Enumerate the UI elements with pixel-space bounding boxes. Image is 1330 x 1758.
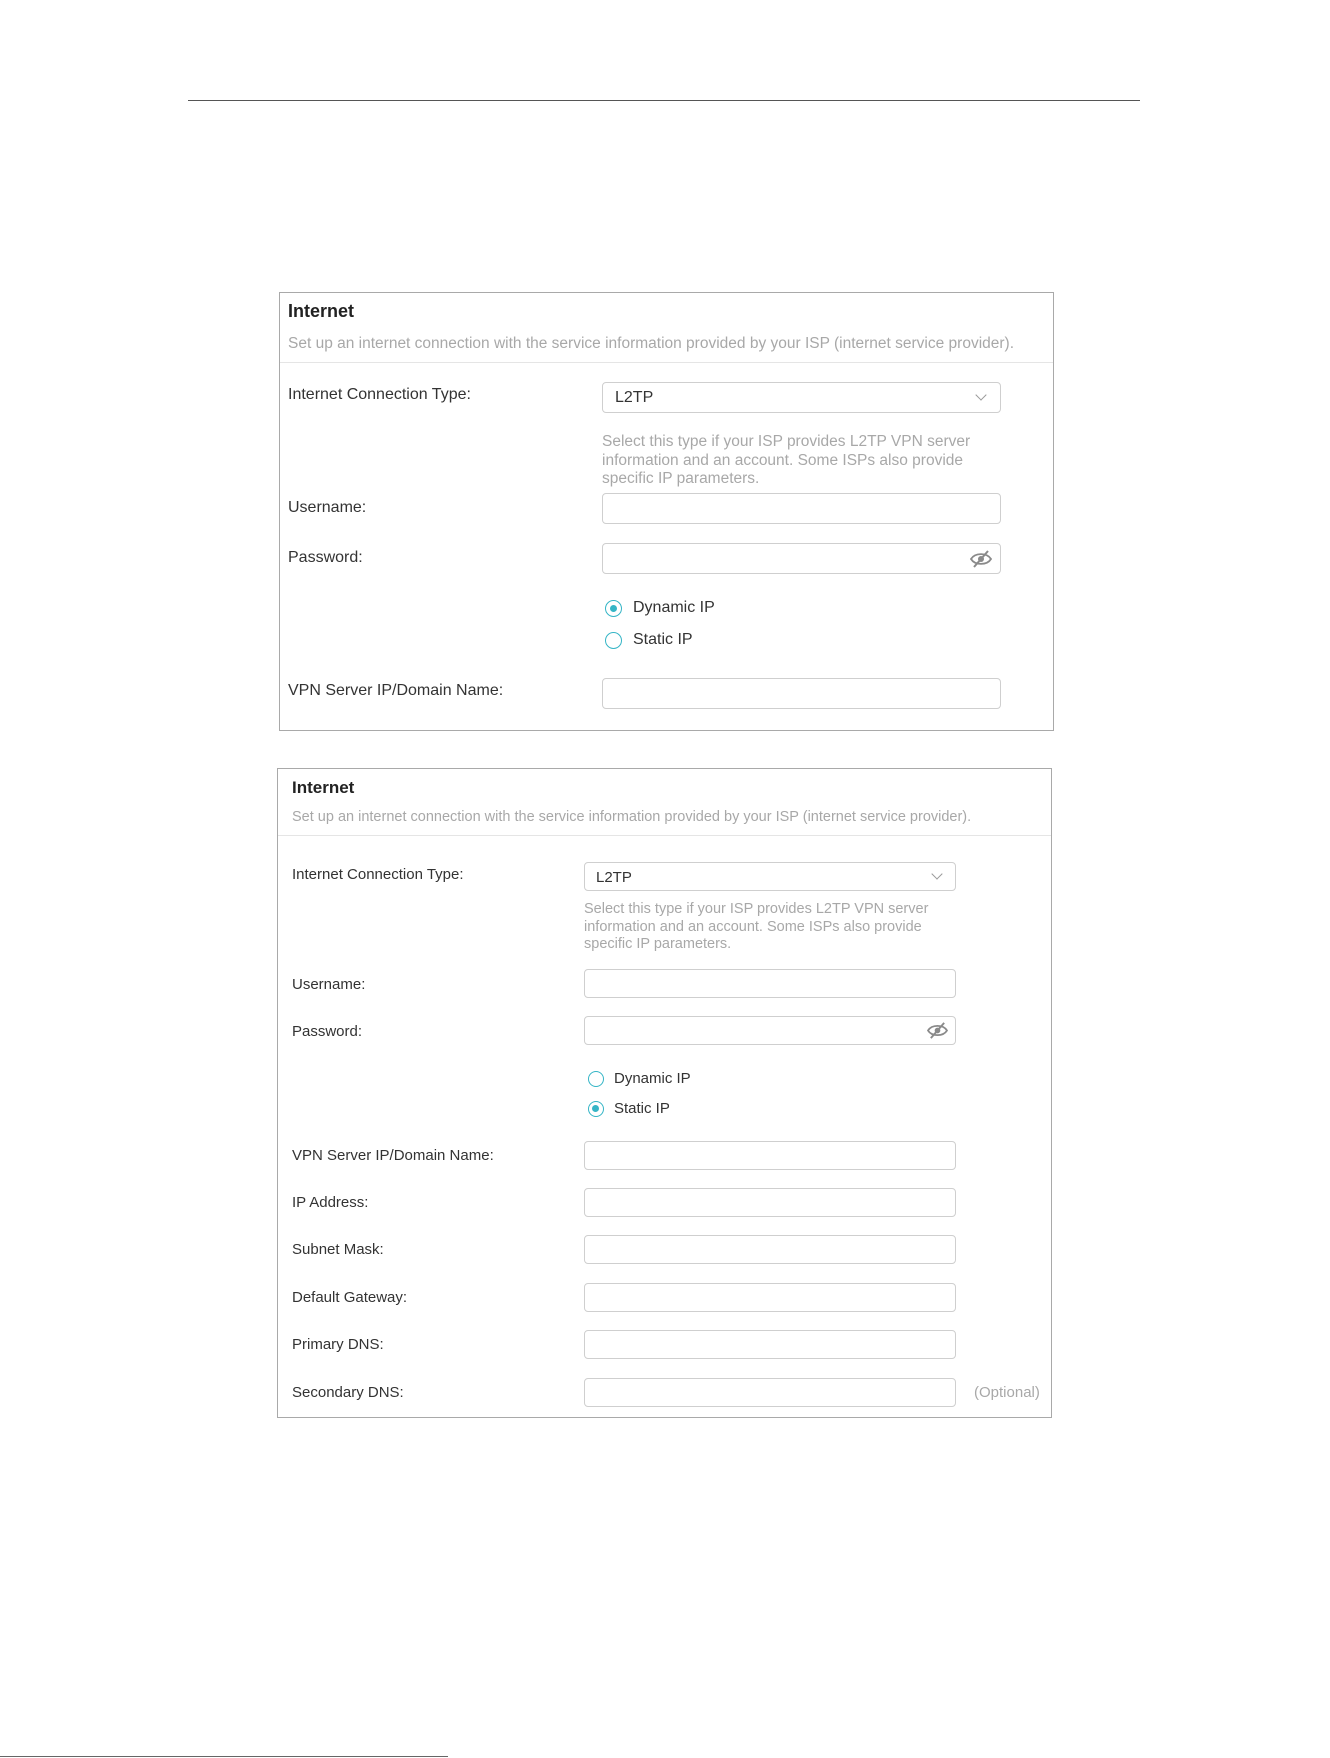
ip-address-label: IP Address: (292, 1194, 369, 1211)
radio-selected-dot (610, 605, 617, 612)
subnet-mask-label: Subnet Mask: (292, 1241, 384, 1258)
panel-title: Internet (288, 301, 355, 321)
secondary-dns-label: Secondary DNS: (292, 1384, 404, 1401)
connection-type-label: Internet Connection Type: (292, 866, 464, 883)
static-ip-label[interactable]: Static IP (614, 1100, 670, 1117)
default-gateway-label: Default Gateway: (292, 1289, 408, 1306)
secondary-dns-input[interactable] (584, 1378, 956, 1407)
vpn-server-label: VPN Server IP/Domain Name: (288, 682, 504, 699)
connection-type-select[interactable] (602, 382, 1001, 413)
dynamic-ip-label[interactable]: Dynamic IP (633, 599, 715, 616)
internet-panel-dynamic (279, 292, 1054, 731)
vpn-server-input[interactable] (602, 678, 1001, 709)
password-input[interactable] (602, 543, 1001, 574)
username-label: Username: (292, 976, 366, 993)
panel-subtitle: Set up an internet connection with the service information provided by your ISP (internet service provider). (288, 335, 1015, 352)
connection-type-value: L2TP (596, 869, 632, 886)
primary-dns-label: Primary DNS: (292, 1336, 384, 1353)
eye-slash-icon[interactable] (969, 549, 993, 569)
connection-type-value: L2TP (615, 389, 654, 406)
static-ip-radio[interactable] (605, 632, 622, 649)
panel-divider (280, 362, 1053, 363)
dynamic-ip-radio[interactable] (588, 1071, 604, 1087)
radio-selected-dot (592, 1105, 599, 1112)
vpn-server-label: VPN Server IP/Domain Name: (292, 1147, 494, 1164)
static-ip-radio[interactable] (588, 1101, 604, 1117)
primary-dns-input[interactable] (584, 1330, 956, 1359)
connection-type-help: Select this type if your ISP provides L2TP VPN server information and an account. Some ISPs also provide specific IP parameters. (584, 901, 929, 952)
internet-panel-static (277, 768, 1052, 1418)
chevron-down-icon (931, 868, 942, 879)
eye-slash-icon[interactable] (926, 1021, 949, 1040)
password-label: Password: (288, 549, 363, 566)
password-label: Password: (292, 1023, 363, 1040)
vpn-server-input[interactable] (584, 1141, 956, 1170)
optional-note: (Optional) (974, 1384, 1040, 1401)
password-input[interactable] (584, 1016, 956, 1045)
default-gateway-input[interactable] (584, 1283, 956, 1312)
dynamic-ip-radio[interactable] (605, 600, 622, 617)
page-header-rule (188, 100, 1140, 101)
dynamic-ip-label[interactable]: Dynamic IP (614, 1070, 691, 1087)
connection-type-select[interactable] (584, 862, 956, 891)
connection-type-help: Select this type if your ISP provides L2TP VPN server information and an account. Some ISPs also provide specific IP parameters. (602, 433, 971, 487)
panel-subtitle: Set up an internet connection with the service information provided by your ISP (internet service provider). (292, 809, 972, 825)
connection-type-label: Internet Connection Type: (288, 386, 471, 403)
username-input[interactable] (584, 969, 956, 998)
page-footer-rule (0, 1756, 448, 1757)
username-label: Username: (288, 499, 367, 516)
username-input[interactable] (602, 493, 1001, 524)
panel-title: Internet (292, 778, 355, 797)
subnet-mask-input[interactable] (584, 1235, 956, 1264)
panel-divider (278, 835, 1051, 836)
chevron-down-icon (975, 389, 986, 400)
ip-address-input[interactable] (584, 1188, 956, 1217)
static-ip-label[interactable]: Static IP (633, 631, 693, 648)
